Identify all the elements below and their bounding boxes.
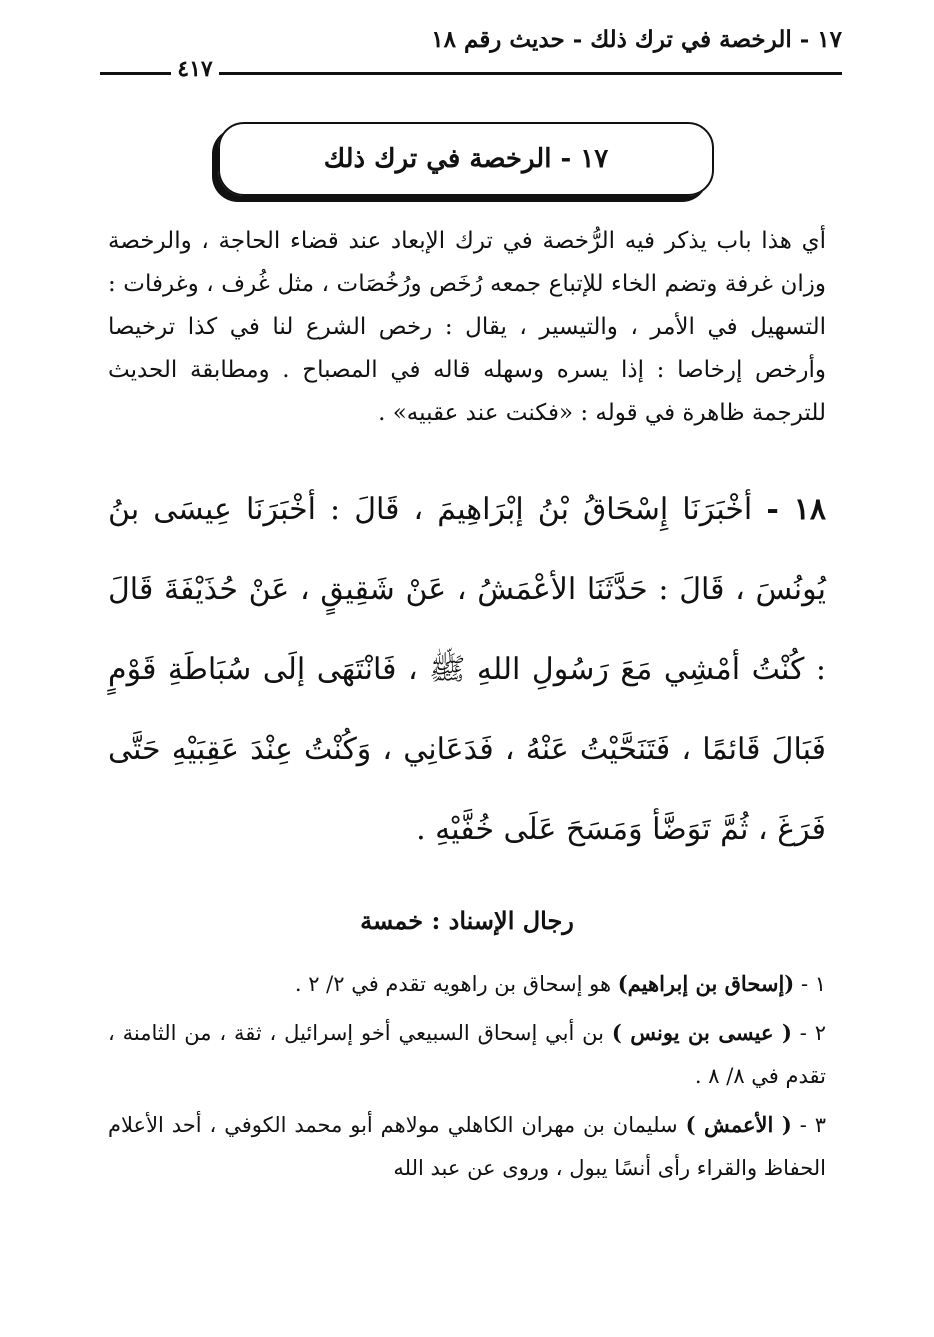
hadith-text xyxy=(108,470,826,870)
narrator-desc: هو إسحاق بن راهويه تقدم في ٢/ ٢ . xyxy=(294,972,612,996)
running-header xyxy=(100,26,842,82)
narrator-name: (إسحاق بن إبراهيم) xyxy=(617,971,795,996)
narrator-desc: سليمان بن مهران الكاهلي مولاهم أبو محمد الكوفي ، أحد الأعلام الحفاظ والقراء رأى أنسًا يبول ، وروى عن عبد الله xyxy=(108,1113,826,1180)
hadith-body: أخْبَرَنَا إِسْحَاقُ بْنُ إبْرَاهِيمَ ، قَالَ : أخْبَرَنَا عِيسَى بنُ يُونُسَ ، قَالَ : حَدَّثَنَا الأعْمَشُ ، عَنْ شَقِيقٍ ، عَنْ حُذَيْفَةَ قَالَ : كُنْتُ أمْشِي مَعَ رَسُولِ اللهِ ﷺ ، فَانْتَهَى إلَى سُبَاطَةِ قَوْمٍ فَبَالَ قَائمًا ، فَتَنَحَّيْتُ عَنْهُ ، فَدَعَانِي ، وَكُنْتُ عِنْدَ عَقِبَيْهِ حَتَّى فَرَغَ ، ثُمَّ تَوَضَّأ وَمَسَحَ عَلَى خُفَّيْهِ . xyxy=(108,492,826,847)
page-number-text: ٤١٧ xyxy=(171,56,218,82)
rijal-heading: رجال الإسناد : خمسة xyxy=(360,906,574,935)
running-title: ١٧ - الرخصة في ترك ذلك - حديث رقم ١٨ xyxy=(431,26,842,53)
narrator-desc: بن أبي إسحاق السبيعي أخو إسرائيل ، ثقة ، من الثامنة ، تقدم في ٨/ ٨ . xyxy=(108,1021,826,1088)
chapter-title-box xyxy=(218,122,714,196)
narrator-number: ٢ - xyxy=(799,1021,826,1045)
narrator-item xyxy=(108,1103,826,1190)
chapter-title: ١٧ - الرخصة في ترك ذلك xyxy=(323,144,609,174)
intro-paragraph: أي هذا باب يذكر فيه الرُّخصة في ترك الإبعاد عند قضاء الحاجة ، والرخصة وزان غرفة وتضم الخاء للإتباع جمعه رُخَص ورُخُصَات ، مثل غُرف ، وغرفات : التسهيل في الأمر ، والتيسير ، يقال : رخص الشرع لنا في كذا ترخيصا وأرخص إرخاصا : إذا يسره وسهله قاله في المصباح . ومطابقة الحديث للترجمة ظاهرة في قوله : «فكنت عند عقبيه» . xyxy=(108,228,826,426)
narrator-item xyxy=(108,962,826,1006)
narrator-number: ١ - xyxy=(800,972,826,996)
hadith-number: ١٨ - xyxy=(766,492,826,527)
narrator-item xyxy=(108,1011,826,1098)
narrator-name: ( الأعمش ) xyxy=(685,1112,792,1137)
narrator-name: ( عيسى بن يونس ) xyxy=(611,1020,792,1045)
narrator-number: ٣ - xyxy=(799,1113,826,1137)
narrator-list xyxy=(108,962,826,1195)
page-number xyxy=(100,56,290,82)
